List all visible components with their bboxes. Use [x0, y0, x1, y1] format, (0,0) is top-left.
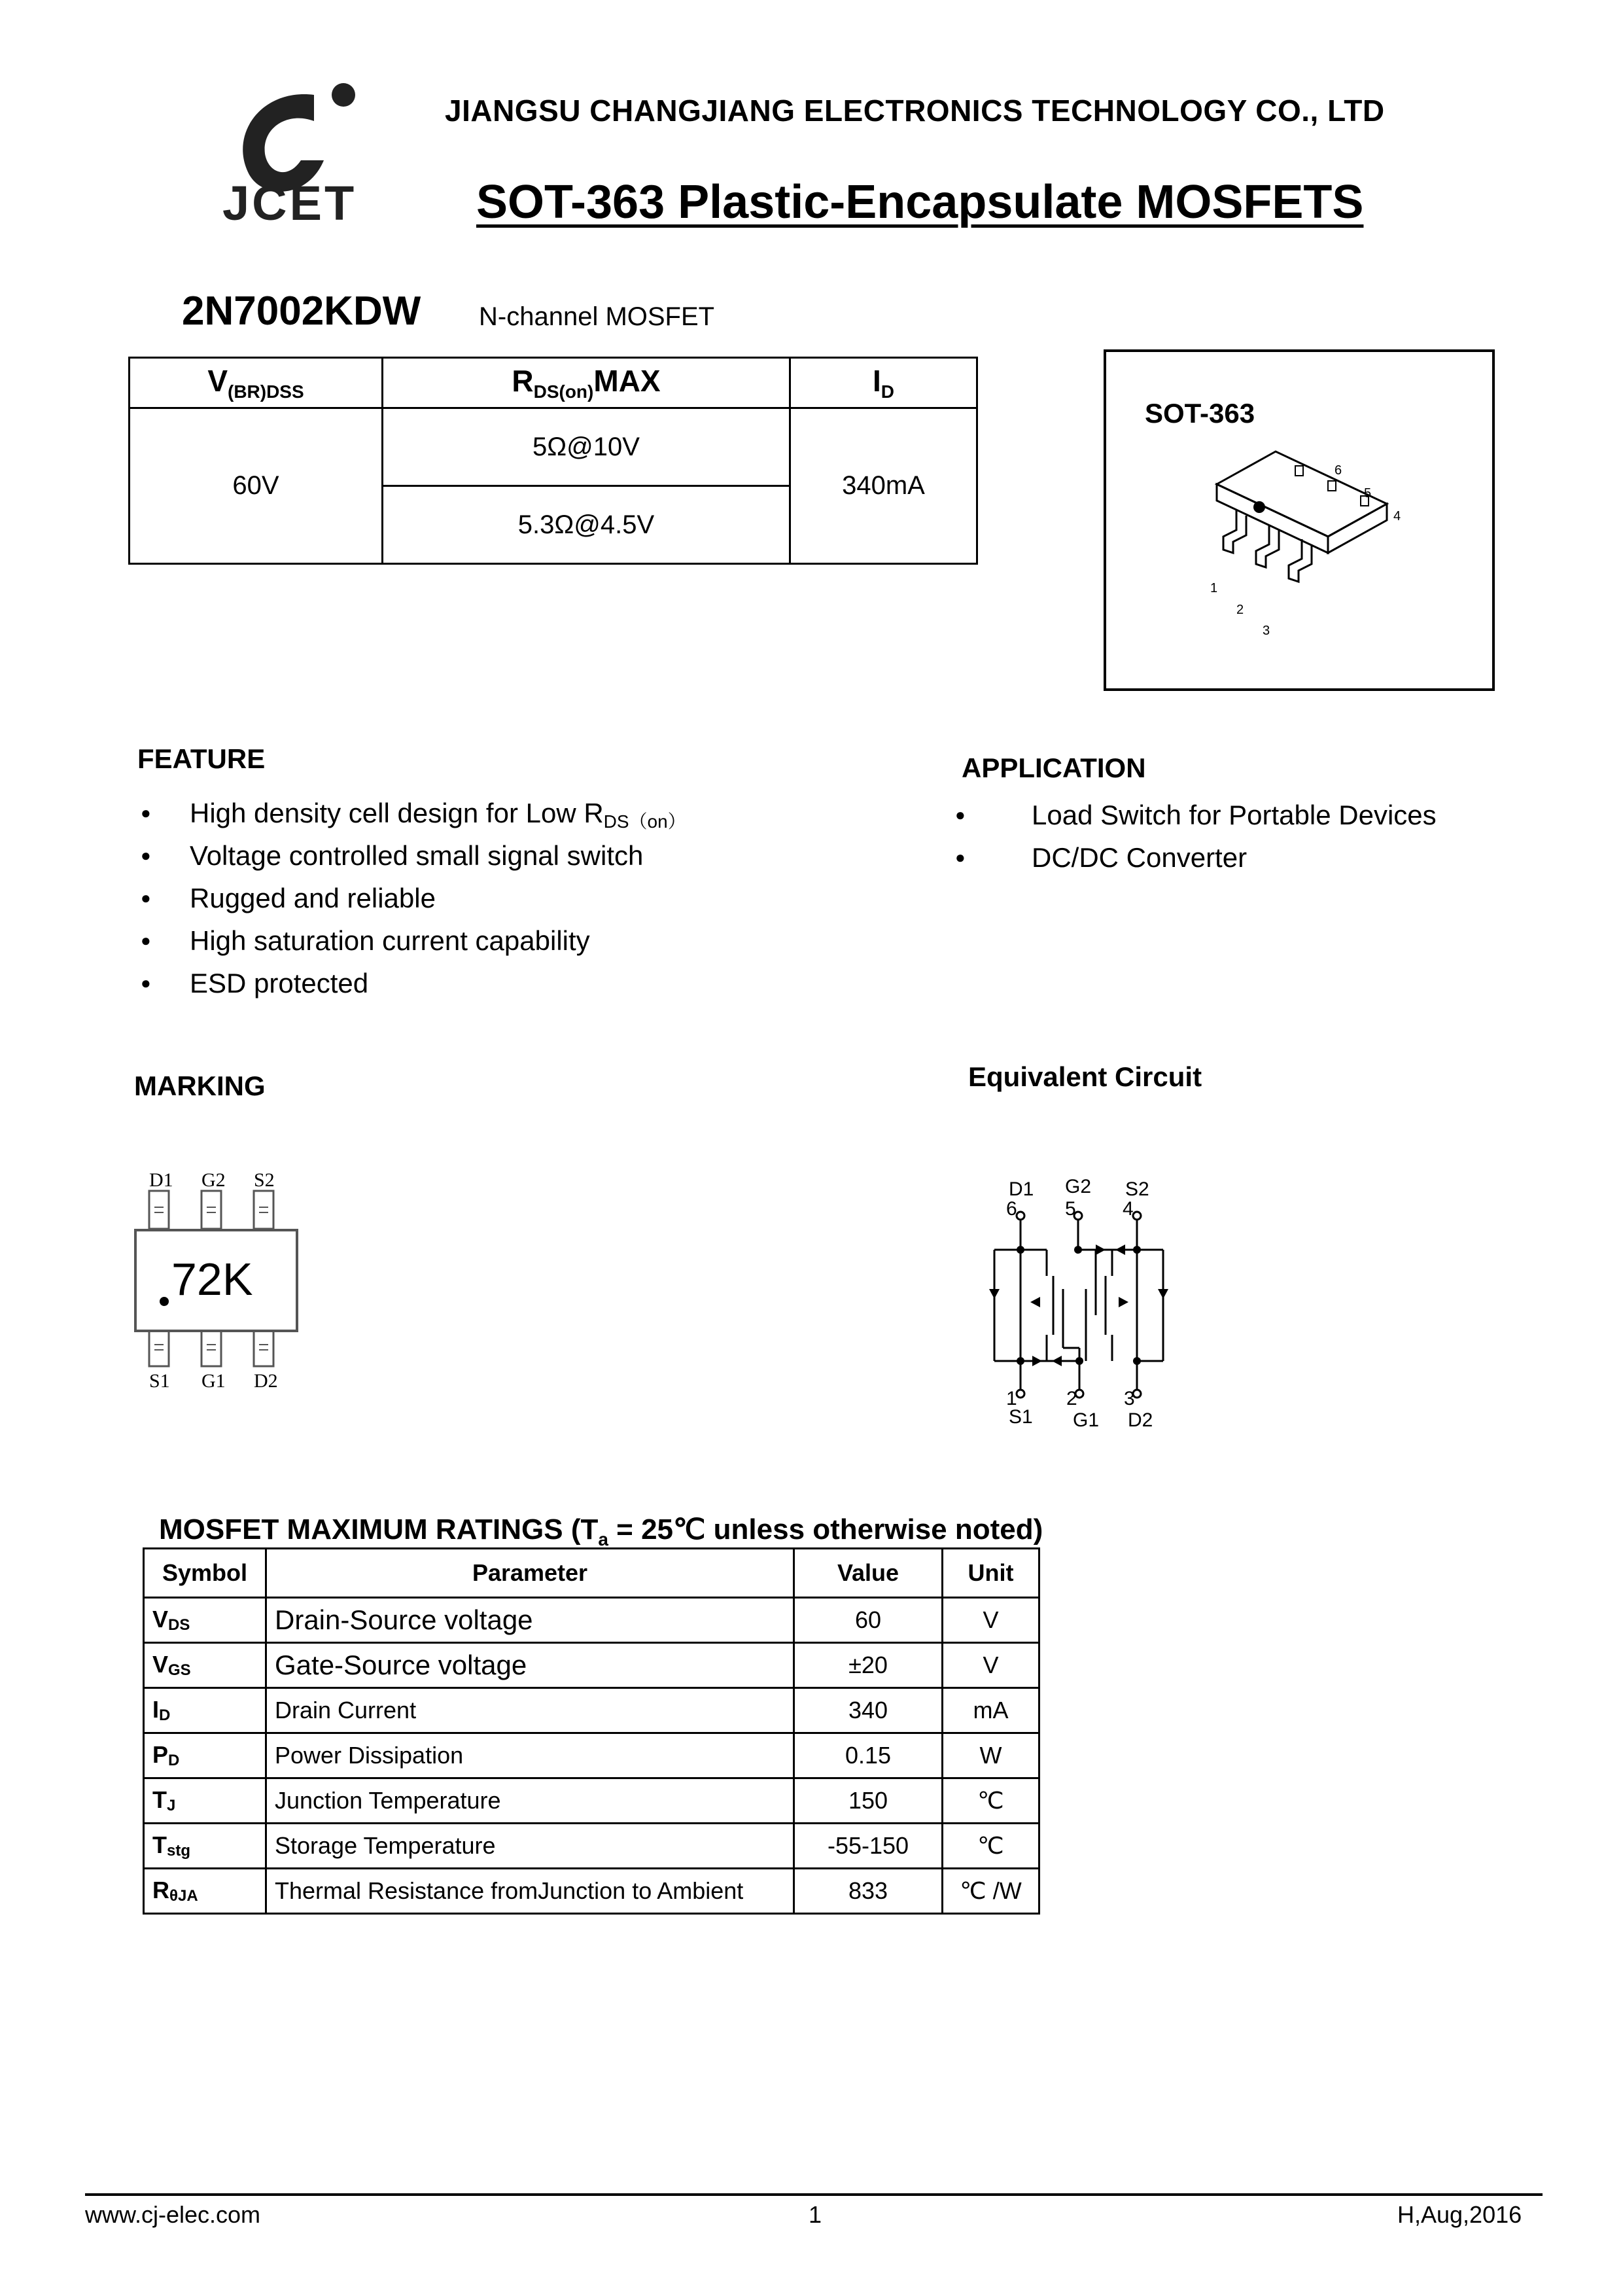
row-unit: V — [943, 1598, 1039, 1643]
ratings-title: MOSFET MAXIMUM RATINGS ($T_a$ = 25℃ unless otherwise noted) — [159, 1513, 1043, 1549]
document-title: SOT-363 Plastic-Encapsulate MOSFETS — [476, 176, 1364, 228]
col-parameter: Parameter — [266, 1549, 794, 1598]
footer-website[interactable]: www.cj-elec.com — [85, 2201, 261, 2228]
marking-title: MARKING — [134, 1070, 266, 1101]
row-parameter: Junction Temperature — [266, 1778, 794, 1824]
header-id: $I_D$ — [790, 358, 977, 408]
feature-list — [131, 792, 916, 1004]
table-row — [144, 1824, 1039, 1869]
row-unit: W — [943, 1733, 1039, 1778]
circuit-top-label-2: G2 — [1065, 1176, 1092, 1197]
row-symbol: $V_{GS}$ — [144, 1643, 266, 1688]
row-parameter: Thermal Resistance fromJunction to Ambient — [266, 1869, 794, 1914]
row-value: 150 — [794, 1778, 943, 1824]
package-label: SOT-363 — [1145, 398, 1255, 429]
table-row — [144, 1778, 1039, 1824]
circuit-top-num-3: 4 — [1123, 1198, 1134, 1220]
row-unit: mA — [943, 1688, 1039, 1733]
circuit-top-num-2: 5 — [1065, 1198, 1076, 1220]
row-symbol: $T_{stg}$ — [144, 1824, 266, 1869]
pkg-pin-2: 2 — [1236, 603, 1244, 617]
feature-title: FEATURE — [137, 743, 266, 774]
circuit-bottom-num-1: 1 — [1006, 1388, 1017, 1409]
row-symbol: $V_{DS}$ — [144, 1598, 266, 1643]
pkg-pin-4: 4 — [1393, 509, 1401, 523]
application-item: ● Load Switch for Portable Devices — [945, 794, 1534, 836]
pkg-pin-5: 5 — [1364, 486, 1372, 501]
part-type: N-channel MOSFET — [479, 302, 715, 331]
pkg-pin-1: 1 — [1210, 581, 1218, 595]
equivalent-circuit — [981, 1171, 1217, 1433]
spec-table — [128, 357, 978, 565]
row-parameter: Power Dissipation — [266, 1733, 794, 1778]
rds-value-2: 5.3Ω@4.5V — [383, 486, 790, 564]
row-parameter: Gate-Source voltage — [266, 1643, 794, 1688]
circuit-bottom-num-3: 3 — [1124, 1388, 1135, 1409]
feature-item: ● High density cell design for Low $R_{DS(on)}$ — [131, 792, 916, 834]
footer-page-number: 1 — [809, 2201, 822, 2228]
vbr-value: 60V — [130, 408, 383, 564]
ratings-table — [143, 1547, 1040, 1915]
marking-pin-bottom-2: G1 — [201, 1370, 226, 1392]
table-row — [144, 1598, 1039, 1643]
pkg-pin-3: 3 — [1263, 624, 1270, 638]
pin1-dot — [160, 1297, 169, 1306]
row-value: 0.15 — [794, 1733, 943, 1778]
row-parameter: Drain Current — [266, 1688, 794, 1733]
row-value: 340 — [794, 1688, 943, 1733]
row-unit: V — [943, 1643, 1039, 1688]
circuit-bottom-label-2: G1 — [1073, 1409, 1100, 1431]
row-parameter: Drain-Source voltage — [266, 1598, 794, 1643]
row-unit: ℃ /W — [943, 1869, 1039, 1914]
circuit-top-num-1: 6 — [1006, 1198, 1017, 1220]
circuit-bottom-label-3: D2 — [1128, 1409, 1153, 1431]
table-row — [144, 1869, 1039, 1914]
feature-item: ● ESD protected — [131, 962, 916, 1004]
marking-pin-bottom-3: D2 — [254, 1370, 278, 1392]
id-value: 340mA — [790, 408, 977, 564]
feature-item: ● Voltage controlled small signal switch — [131, 834, 916, 877]
row-value: -55-150 — [794, 1824, 943, 1869]
pkg-pin-6: 6 — [1335, 463, 1342, 478]
logo-text: JCET — [222, 176, 357, 230]
row-parameter: Storage Temperature — [266, 1824, 794, 1869]
marking-pin-top-3: S2 — [254, 1169, 275, 1191]
rds-value-1: 5Ω@10V — [383, 408, 790, 486]
row-unit: ℃ — [943, 1778, 1039, 1824]
table-row — [144, 1733, 1039, 1778]
circuit-bottom-num-2: 2 — [1066, 1388, 1077, 1409]
company-name: JIANGSU CHANGJIANG ELECTRONICS TECHNOLOGY CO., LTD — [445, 94, 1385, 128]
col-symbol: Symbol — [144, 1549, 266, 1598]
feature-item: ● Rugged and reliable — [131, 877, 916, 919]
footer-divider — [85, 2193, 1543, 2196]
header-rds: $R_{DS(on)}MAX$ — [383, 358, 790, 408]
feature-item: ● High saturation current capability — [131, 919, 916, 962]
circuit-top-label-3: S2 — [1125, 1178, 1149, 1200]
circuit-bottom-label-1: S1 — [1009, 1406, 1033, 1428]
marking-pin-bottom-1: S1 — [149, 1370, 170, 1392]
row-symbol: $R_{\theta JA}$ — [144, 1869, 266, 1914]
part-number: 2N7002KDW — [182, 289, 421, 334]
row-value: 833 — [794, 1869, 943, 1914]
row-unit: ℃ — [943, 1824, 1039, 1869]
application-item: ● DC/DC Converter — [945, 836, 1534, 879]
marking-code: 72K — [171, 1254, 253, 1305]
col-unit: Unit — [943, 1549, 1039, 1598]
table-row — [144, 1643, 1039, 1688]
row-symbol: $P_D$ — [144, 1733, 266, 1778]
row-symbol: $T_J$ — [144, 1778, 266, 1824]
marking-pin-top-1: D1 — [149, 1169, 173, 1191]
row-symbol: $I_D$ — [144, 1688, 266, 1733]
row-value: ±20 — [794, 1643, 943, 1688]
circuit-title: Equivalent Circuit — [968, 1061, 1202, 1092]
footer-revision: H,Aug,2016 — [1397, 2201, 1522, 2228]
application-title: APPLICATION — [962, 752, 1146, 783]
marking-pin-top-2: G2 — [201, 1169, 226, 1191]
col-value: Value — [794, 1549, 943, 1598]
row-value: 60 — [794, 1598, 943, 1643]
header-vbr: $V_{(BR)DSS}$ — [130, 358, 383, 408]
package-drawing — [1178, 432, 1426, 654]
table-row — [144, 1688, 1039, 1733]
circuit-top-label-1: D1 — [1009, 1178, 1034, 1200]
application-list — [945, 794, 1534, 879]
